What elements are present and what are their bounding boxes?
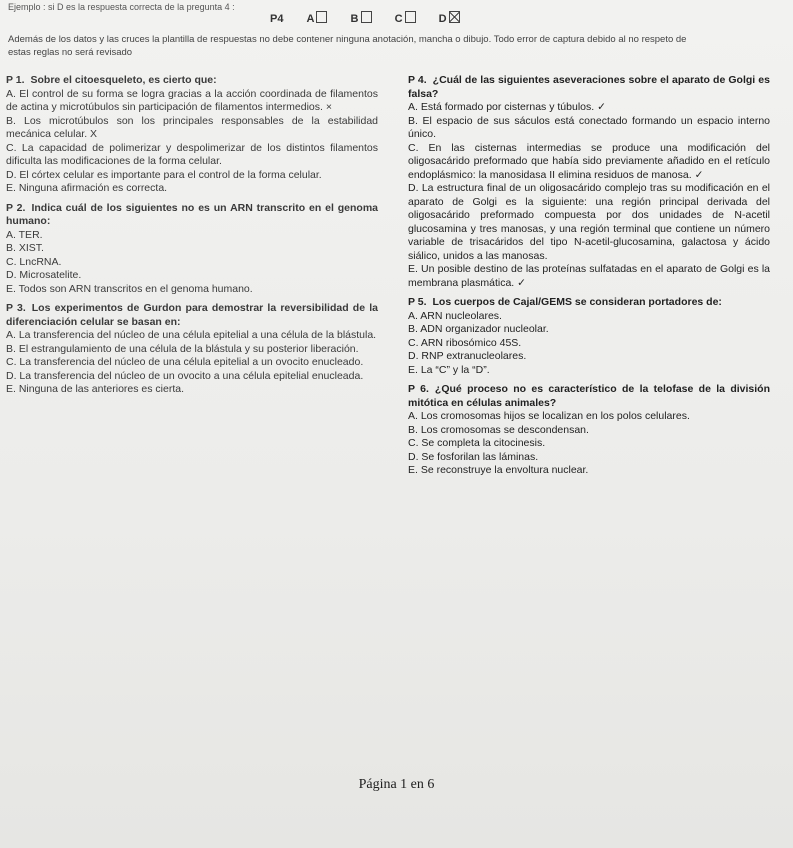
question-text: [408, 296, 770, 310]
checked-box-icon: [449, 11, 460, 23]
answer-option: E. Ninguna afirmación es correcta.: [6, 182, 168, 194]
answer-option: C. La transferencia del núcleo de una célula epitelial a un ovocito enucleado.: [6, 356, 364, 368]
checkbox-icon: [361, 11, 372, 23]
answer-option: C. LncRNA.: [6, 255, 62, 268]
answer-option: A. ARN nucleolares.: [408, 309, 502, 322]
answer-option: B. Los microtúbulos son los principales responsables de la estabilidad mecánica celular. X: [6, 114, 378, 140]
answer-option: C. La capacidad de polimerizar y despolimerizar de los distintos filamentos dificulta las modificaciones de la forma celular.: [6, 141, 378, 167]
answer-option: A. TER.: [6, 228, 43, 241]
question-number: P 1.: [6, 74, 25, 86]
example-question-number: P4: [270, 13, 284, 25]
question-stem: Indica cuál de los siguientes no es un ARN transcrito en el genoma humano:: [6, 201, 378, 227]
question-block: [6, 202, 378, 297]
question-text: [408, 74, 770, 101]
answer-option: D. El córtex celular es importante para el control de la forma celular.: [6, 168, 322, 181]
question-block: [6, 74, 378, 196]
example-note: Ejemplo : si D es la respuesta correcta de la pregunta 4 :: [8, 2, 235, 12]
left-column: [6, 74, 378, 401]
right-column: [408, 74, 770, 482]
answer-option: D. La transferencia del núcleo de un ovocito a una célula epitelial enucleada.: [6, 369, 364, 382]
answer-option: A. La transferencia del núcleo de una célula epitelial a una célula de la blástula.: [6, 329, 377, 341]
answer-option: B. Los cromosomas se descondensan.: [408, 423, 589, 436]
answer-option: D. RNP extranucleolares.: [408, 350, 527, 362]
question-text: [408, 383, 770, 410]
question-block: [408, 383, 770, 478]
question-stem: Sobre el citoesqueleto, es cierto que:: [30, 74, 217, 86]
question-number: P 5.: [408, 296, 427, 308]
example-option-c: C: [395, 11, 416, 25]
answer-option: A. El control de su forma se logra gracias a la acción coordinada de filamentos de actina y microtúbulos sin participación de filamentos intermedios. ×: [6, 87, 378, 113]
answer-option: C. En las cisternas intermedias se produce una modificación del oligosacárido preformado que había sido previamente añadido en el retículo endoplásmico: la manosidasa II elimina residuos de manosa. ✓: [408, 141, 770, 181]
answer-option: E. Se reconstruye la envoltura nuclear.: [408, 464, 589, 476]
question-number: P 2.: [6, 201, 26, 214]
answer-option: D. Microsatelite.: [6, 269, 82, 281]
answer-option: B. ADN organizador nucleolar.: [408, 323, 549, 335]
question-number: P 4.: [408, 74, 427, 86]
example-option-d: D: [439, 11, 460, 25]
question-number: P 3.: [6, 302, 26, 314]
example-answer-row: [270, 11, 480, 25]
question-text: [6, 302, 378, 329]
question-stem: Los experimentos de Gurdon para demostrar la reversibilidad de la diferenciación celular se basan en:: [6, 302, 378, 328]
answer-option: B. XIST.: [6, 242, 44, 254]
answer-option: E. Un posible destino de las proteínas sulfatadas en el aparato de Golgi es la membrana plasmática. ✓: [408, 263, 770, 289]
question-stem: ¿Cuál de las siguientes aseveraciones sobre el aparato de Golgi es falsa?: [408, 74, 770, 100]
answer-option: B. El estrangulamiento de una célula de la blástula y su posterior liberación.: [6, 342, 359, 355]
answer-option: A. Está formado por cisternas y túbulos. ✓: [408, 101, 606, 113]
answer-option: D. Se fosforilan las láminas.: [408, 450, 539, 463]
answer-option: E. Ninguna de las anteriores es cierta.: [6, 383, 185, 395]
checkbox-icon: [405, 11, 416, 23]
question-stem: ¿Qué proceso no es característico de la telofase de la división mitótica en células animales?: [408, 383, 770, 409]
question-number: P 6.: [408, 383, 429, 395]
answer-option: C. Se completa la citocinesis.: [408, 437, 546, 449]
example-option-a: A: [307, 11, 328, 25]
question-text: [6, 202, 378, 229]
question-text: [6, 74, 378, 88]
checkbox-icon: [316, 11, 327, 23]
answer-option: C. ARN ribosómico 45S.: [408, 336, 522, 349]
answer-option: E. La “C” y la “D”.: [408, 363, 490, 376]
answer-option: D. La estructura final de un oligosacárido complejo tras su modificación en el aparato de Golgi es la siguiente: una región principal derivada del oligosacárido preformado compuesta por dos unidades de N-acetil glucosamina y tres manosas, y una región terminal que contiene un número variable de trisacáridos del tipo N-acetil-glucosamina, galactosa y ácido siálico, unidos a las manosas.: [408, 182, 770, 262]
answer-option: A. Los cromosomas hijos se localizan en los polos celulares.: [408, 410, 690, 422]
question-block: [408, 296, 770, 377]
page-number: Página 1 en 6: [358, 777, 435, 792]
instructions-text: Además de los datos y las cruces la plantilla de respuestas no debe contener ninguna anotación, mancha o dibujo. Todo error de captura debido al no respeto de estas reglas no será revisado: [8, 34, 687, 58]
answer-option: B. El espacio de sus sáculos está conectado formando un espacio interno único.: [408, 114, 770, 140]
example-option-b: B: [351, 11, 372, 25]
question-block: [6, 302, 378, 397]
answer-option: E. Todos son ARN transcritos en el genoma humano.: [6, 282, 253, 295]
question-stem: Los cuerpos de Cajal/GEMS se consideran portadores de:: [432, 296, 722, 308]
question-block: [408, 74, 770, 290]
